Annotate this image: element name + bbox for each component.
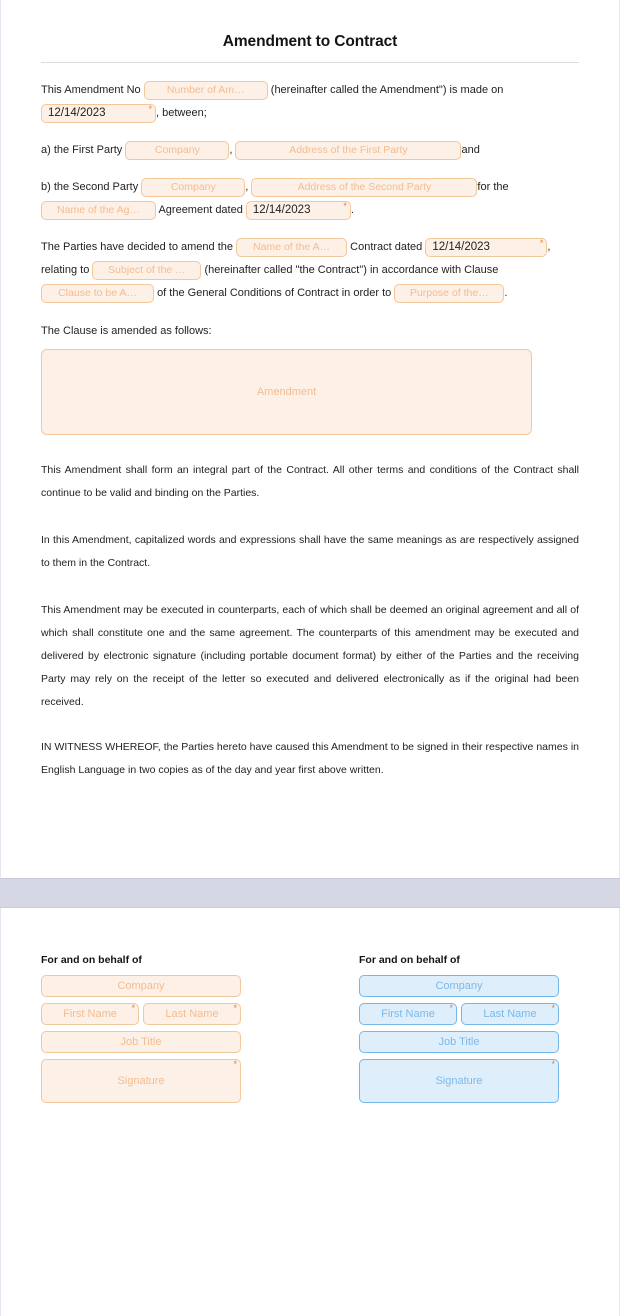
agreement-name-field[interactable]: Name of the Ag…: [41, 201, 156, 220]
intro-suffix-text: (hereinafter called the Amendment") is made on: [270, 84, 504, 96]
relating-to-label: relating to: [41, 264, 90, 276]
second-party-comma: ,: [245, 181, 249, 193]
second-party-line-2: [41, 199, 579, 222]
general-conditions-text: of the General Conditions of Contract in order to: [157, 287, 392, 299]
signature-left-last-name-field[interactable]: Last Name *: [143, 1003, 241, 1025]
body-paragraph-4: IN WITNESS WHEREOF, the Parties hereto have caused this Amendment to be signed in their respective names in English Language in two copies as of the day and year first above written.: [41, 741, 579, 776]
signature-right-company-field[interactable]: Company: [359, 975, 559, 997]
signature-left-company-field[interactable]: Company: [41, 975, 241, 997]
page-title: Amendment to Contract: [222, 33, 398, 50]
signature-blocks: [41, 908, 579, 1109]
first-party-comma: ,: [229, 144, 233, 156]
purpose-period: .: [504, 287, 508, 299]
purpose-field[interactable]: Purpose of the…: [394, 284, 504, 303]
amend-clause-block: [41, 236, 579, 305]
agreement-date-field[interactable]: 12/14/2023 *: [246, 201, 351, 220]
intro-line-2: [41, 102, 579, 125]
intro-between-text: , between;: [156, 107, 207, 119]
body-paragraph-1: This Amendment shall form an integral part of the Contract. All other terms and conditions of the Contract shall continue to be valid and binding on the Parties.: [41, 464, 579, 499]
subject-field[interactable]: Subject of the …: [92, 261, 201, 280]
agreement-period: .: [350, 204, 354, 216]
signature-right-name-row: [359, 1003, 559, 1025]
amend-clause-line-2: [41, 259, 579, 282]
second-party-line-1: [41, 176, 579, 199]
amend-clause-line-1: [41, 236, 579, 259]
signature-left-job-title-field[interactable]: Job Title: [41, 1031, 241, 1053]
intro-line-1: [41, 79, 579, 102]
signature-right-job-title-field[interactable]: Job Title: [359, 1031, 559, 1053]
body-paragraph-3: This Amendment may be executed in counterparts, each of which shall be deemed an original agreement and all of which shall constitute one and the same agreement. The counterparts of this amendment may be executed and delivered by electronic signature (including portable document format) by either of the Parties and the receiving Party may rely on the receipt of the letter so executed and delivered electronically as if the original had been received.: [41, 604, 579, 708]
second-party-address-field[interactable]: Address of the Second Party: [251, 178, 477, 197]
title-divider: [41, 62, 579, 63]
contract-dated-label: Contract dated: [350, 241, 423, 253]
amend-clause-line-3: [41, 282, 579, 305]
first-party-line: [41, 139, 579, 162]
signature-right-first-name-field[interactable]: First Name *: [359, 1003, 457, 1025]
body-paragraph-2: In this Amendment, capitalized words and expressions shall have the same meanings as are respectively assigned to them in the Contract.: [41, 534, 579, 569]
contract-name-field[interactable]: Name of the A…: [236, 238, 347, 257]
agreement-dated-label: Agreement dated: [158, 204, 243, 216]
signature-left-first-name-field[interactable]: First Name *: [41, 1003, 139, 1025]
first-party-label: a) the First Party: [41, 144, 123, 156]
first-party-address-field[interactable]: Address of the First Party: [235, 141, 461, 160]
amendment-textarea[interactable]: Amendment: [41, 349, 532, 435]
second-party-company-field[interactable]: Company: [141, 178, 245, 197]
signature-left-heading: For and on behalf of: [41, 954, 142, 966]
amendment-number-field[interactable]: Number of Am…: [144, 81, 268, 100]
made-on-date-field[interactable]: 12/14/2023 *: [41, 104, 156, 123]
signature-left-signature-field[interactable]: Signature *: [41, 1059, 241, 1103]
second-party-block: [41, 176, 579, 222]
amendment-section-label: The Clause is amended as follows:: [41, 325, 212, 337]
document-page-2: [0, 908, 620, 1316]
first-party-company-field[interactable]: Company: [125, 141, 229, 160]
contract-comma: ,: [547, 241, 551, 253]
hereinafter-contract-text: (hereinafter called "the Contract") in accordance with Clause: [204, 264, 499, 276]
intro-block: [41, 79, 579, 125]
second-party-forthe-text: for the: [477, 181, 509, 193]
clause-to-be-amended-field[interactable]: Clause to be A…: [41, 284, 154, 303]
amend-clause-prefix: The Parties have decided to amend the: [41, 241, 234, 253]
signature-right-signature-field[interactable]: Signature *: [359, 1059, 559, 1103]
signature-block-right: [359, 954, 559, 1109]
signature-left-name-row: [41, 1003, 241, 1025]
intro-prefix-text: This Amendment No: [41, 84, 141, 96]
first-party-and-text: and: [461, 144, 480, 156]
first-party-block: [41, 139, 579, 162]
second-party-label: b) the Second Party: [41, 181, 139, 193]
contract-date-field[interactable]: 12/14/2023 *: [425, 238, 547, 257]
signature-right-heading: For and on behalf of: [359, 954, 460, 966]
signature-right-last-name-field[interactable]: Last Name *: [461, 1003, 559, 1025]
signature-block-left: [41, 954, 241, 1109]
page-break-separator: [0, 878, 620, 908]
form-body: [41, 79, 579, 305]
